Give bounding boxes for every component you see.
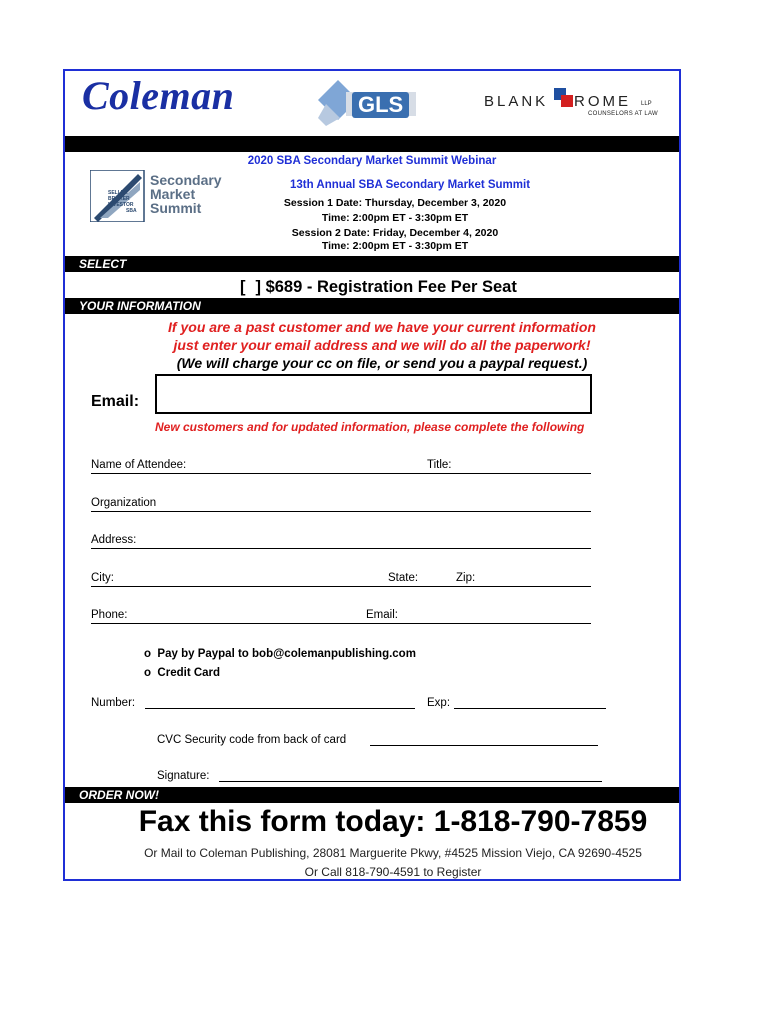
card-number-label: Number:	[91, 697, 136, 709]
coleman-logo: Coleman	[82, 73, 235, 118]
signature-line[interactable]	[219, 781, 602, 782]
order-now-label: ORDER NOW!	[79, 788, 159, 802]
blank-rome-logo-blank: BLANK	[484, 93, 549, 110]
credit-card-radio[interactable]: o	[144, 667, 152, 679]
city-label: City:	[91, 572, 114, 584]
sms-badge-sba: SBA	[126, 208, 137, 214]
select-label: SELECT	[79, 257, 127, 271]
your-info-bar	[65, 298, 679, 314]
blank-rome-icon	[554, 88, 574, 108]
order-now-bar	[65, 787, 679, 803]
event-title: 2020 SBA Secondary Market Summit Webinar	[247, 155, 497, 167]
email-label: Email:	[91, 393, 140, 410]
select-bar	[65, 256, 679, 272]
registration-fee-option[interactable]	[240, 278, 517, 297]
credit-card-label: Credit Card	[157, 667, 221, 679]
signature-label: Signature:	[157, 770, 210, 782]
fee-label: ] $689 - Registration Fee Per Seat	[255, 278, 517, 296]
organization-line[interactable]	[91, 511, 591, 512]
notice-line-1: If you are a past customer and we have your current information	[168, 319, 596, 335]
phone-label: Phone:	[91, 609, 128, 621]
address-label: Address:	[91, 534, 137, 546]
session2-time: Time: 2:00pm ET - 3:30pm ET	[321, 240, 469, 252]
sms-badge-investor: INVESTOR	[108, 202, 134, 208]
exp-line[interactable]	[454, 708, 606, 709]
fee-checkbox-bracket[interactable]: [	[240, 278, 246, 296]
cvc-label: CVC Security code from back of card	[157, 734, 347, 746]
sms-line-1: Secondary	[150, 172, 222, 188]
cvc-line[interactable]	[370, 745, 598, 746]
notice-line-3: (We will charge your cc on file, or send you a paypal request.)	[176, 355, 588, 371]
session1-date: Session 1 Date: Thursday, December 3, 2020	[283, 197, 507, 209]
new-customers-notice: New customers and for updated information, please complete the following	[155, 420, 585, 434]
mail-instructions: Or Mail to Coleman Publishing, 28081 Marguerite Pkwy, #4525 Mission Viejo, CA 92690-4525	[144, 846, 642, 860]
sms-badge-broker: BROKER	[108, 196, 130, 202]
sms-line-2: Market	[150, 186, 196, 202]
zip-label: Zip:	[456, 572, 476, 584]
sms-line-3: Summit	[150, 200, 202, 216]
notice-line-2: just enter your email address and we will do all the paperwork!	[173, 337, 591, 353]
email-input[interactable]	[155, 374, 592, 414]
call-instructions: Or Call 818-790-4591 to Register	[304, 865, 482, 879]
session1-time: Time: 2:00pm ET - 3:30pm ET	[321, 212, 469, 224]
email-field-label: Email:	[366, 609, 398, 621]
paypal-option[interactable]	[144, 648, 416, 660]
event-subtitle: 13th Annual SBA Secondary Market Summit	[289, 179, 531, 191]
paypal-label: Pay by Paypal to bob@colemanpublishing.com	[157, 648, 416, 660]
name-title-line[interactable]	[91, 473, 591, 474]
fax-headline: Fax this form today: 1-818-790-7859	[138, 805, 648, 838]
exp-label: Exp:	[427, 697, 451, 709]
card-number-line[interactable]	[145, 708, 415, 709]
your-info-label: YOUR INFORMATION	[79, 299, 201, 313]
phone-email-line[interactable]	[91, 623, 591, 624]
address-line[interactable]	[91, 548, 591, 549]
name-label: Name of Attendee:	[91, 459, 187, 471]
city-state-zip-line[interactable]	[91, 586, 591, 587]
title-label: Title:	[427, 459, 452, 471]
gls-logo-text: GLS	[352, 92, 409, 118]
header-bar	[65, 136, 679, 152]
credit-card-option[interactable]	[144, 667, 220, 679]
blank-rome-llp: LLP	[641, 101, 652, 107]
paypal-radio[interactable]: o	[144, 648, 152, 660]
blank-rome-logo-rome: ROME	[574, 93, 631, 110]
blank-rome-tagline: COUNSELORS AT LAW	[588, 111, 659, 117]
organization-label: Organization	[91, 497, 157, 509]
session2-date: Session 2 Date: Friday, December 4, 2020	[291, 227, 499, 239]
state-label: State:	[388, 572, 419, 584]
sms-badge-seller: SELLER	[108, 190, 128, 196]
